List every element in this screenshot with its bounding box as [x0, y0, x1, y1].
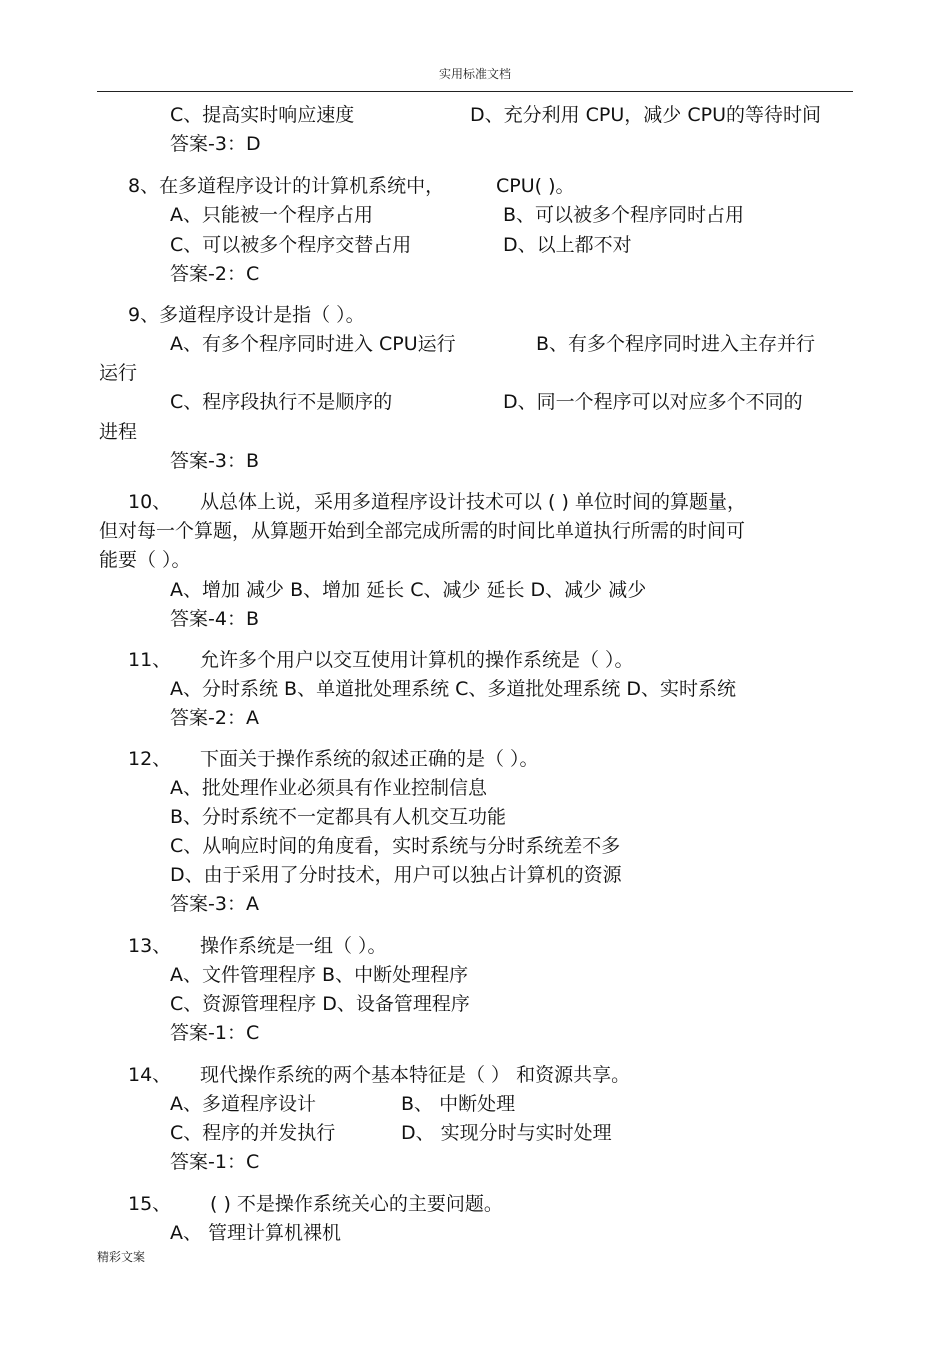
q14-number: 14、 — [128, 1064, 172, 1086]
q14-option-d: D、 实现分时与实时处理 — [401, 1122, 612, 1144]
q12-option-d: D、由于采用了分时技术，用户可以独占计算机的资源 — [170, 864, 622, 886]
q13-answer: 答案-1：C — [170, 1022, 260, 1044]
q9-option-d: D、同一个程序可以对应多个不同的 — [503, 391, 803, 413]
q8-option-b: B、可以被多个程序同时占用 — [503, 204, 745, 226]
q8-option-d: D、以上都不对 — [503, 234, 632, 256]
q8-stem-cpu: CPU( )。 — [496, 175, 575, 197]
q9-option-c: C、程序段执行不是顺序的 — [170, 391, 393, 413]
q15-option-a: A、 管理计算机裸机 — [170, 1222, 342, 1244]
q7-option-c: C、提高实时响应速度 — [170, 104, 355, 126]
q12-option-c: C、从响应时间的角度看，实时系统与分时系统差不多 — [170, 835, 621, 857]
q10-number: 10、 — [128, 491, 172, 513]
q8-option-a: A、只能被一个程序占用 — [170, 204, 373, 226]
page-header: 实用标准文档 — [438, 67, 511, 81]
q14-option-c: C、程序的并发执行 — [170, 1122, 336, 1144]
q10-answer: 答案-4：B — [170, 608, 259, 630]
q9-option-a: A、有多个程序同时进入 CPU运行 — [170, 333, 456, 355]
q9-option-d-wrap: 进程 — [99, 421, 138, 443]
q9-option-b: B、有多个程序同时进入主存并行 — [536, 333, 816, 355]
q14-option-a: A、多道程序设计 — [170, 1093, 316, 1115]
q7-answer: 答案-3：D — [170, 133, 261, 155]
q8-option-c: C、可以被多个程序交替占用 — [170, 234, 412, 256]
q7-option-d: D、充分利用 CPU，减少 CPU的等待时间 — [470, 104, 821, 126]
q10-stem-line-1: 从总体上说，采用多道程序设计技术可以 ( ) 单位时间的算题量， — [200, 491, 746, 513]
q10-options: A、增加 减少 B、增加 延长 C、减少 延长 D、减少 减少 — [170, 579, 647, 601]
q11-stem: 允许多个用户以交互使用计算机的操作系统是（ ）。 — [200, 649, 634, 671]
q9-answer: 答案-3：B — [170, 450, 259, 472]
q14-stem: 现代操作系统的两个基本特征是（ ） 和资源共享。 — [200, 1064, 631, 1086]
q9-stem: 9、多道程序设计是指（ ）。 — [128, 304, 365, 326]
q10-stem-line-3: 能要（ ）。 — [99, 549, 191, 571]
q15-stem: ( ) 不是操作系统关心的主要问题。 — [210, 1193, 503, 1215]
page-footer: 精彩文案 — [97, 1250, 146, 1264]
q8-stem: 8、在多道程序设计的计算机系统中， — [128, 175, 445, 197]
header-rule — [97, 91, 853, 92]
q12-option-a: A、批处理作业必须具有作业控制信息 — [170, 777, 487, 799]
q14-option-b: B、 中断处理 — [401, 1093, 516, 1115]
q12-number: 12、 — [128, 748, 172, 770]
q13-options-cd: C、资源管理程序 D、设备管理程序 — [170, 993, 470, 1015]
q13-number: 13、 — [128, 935, 172, 957]
q14-answer: 答案-1：C — [170, 1151, 260, 1173]
q12-answer: 答案-3：A — [170, 893, 259, 915]
q9-option-b-wrap: 运行 — [99, 362, 138, 384]
q11-answer: 答案-2：A — [170, 707, 259, 729]
q10-stem-line-2: 但对每一个算题，从算题开始到全部完成所需的时间比单道执行所需的时间可 — [99, 520, 746, 542]
q15-number: 15、 — [128, 1193, 172, 1215]
q8-answer: 答案-2：C — [170, 263, 260, 285]
q11-number: 11、 — [128, 649, 172, 671]
q12-option-b: B、分时系统不一定都具有人机交互功能 — [170, 806, 507, 828]
q13-options-ab: A、文件管理程序 B、中断处理程序 — [170, 964, 469, 986]
q11-options: A、分时系统 B、单道批处理系统 C、多道批处理系统 D、实时系统 — [170, 678, 737, 700]
q13-stem: 操作系统是一组（ ）。 — [200, 935, 387, 957]
q12-stem: 下面关于操作系统的叙述正确的是（ ）。 — [200, 748, 539, 770]
